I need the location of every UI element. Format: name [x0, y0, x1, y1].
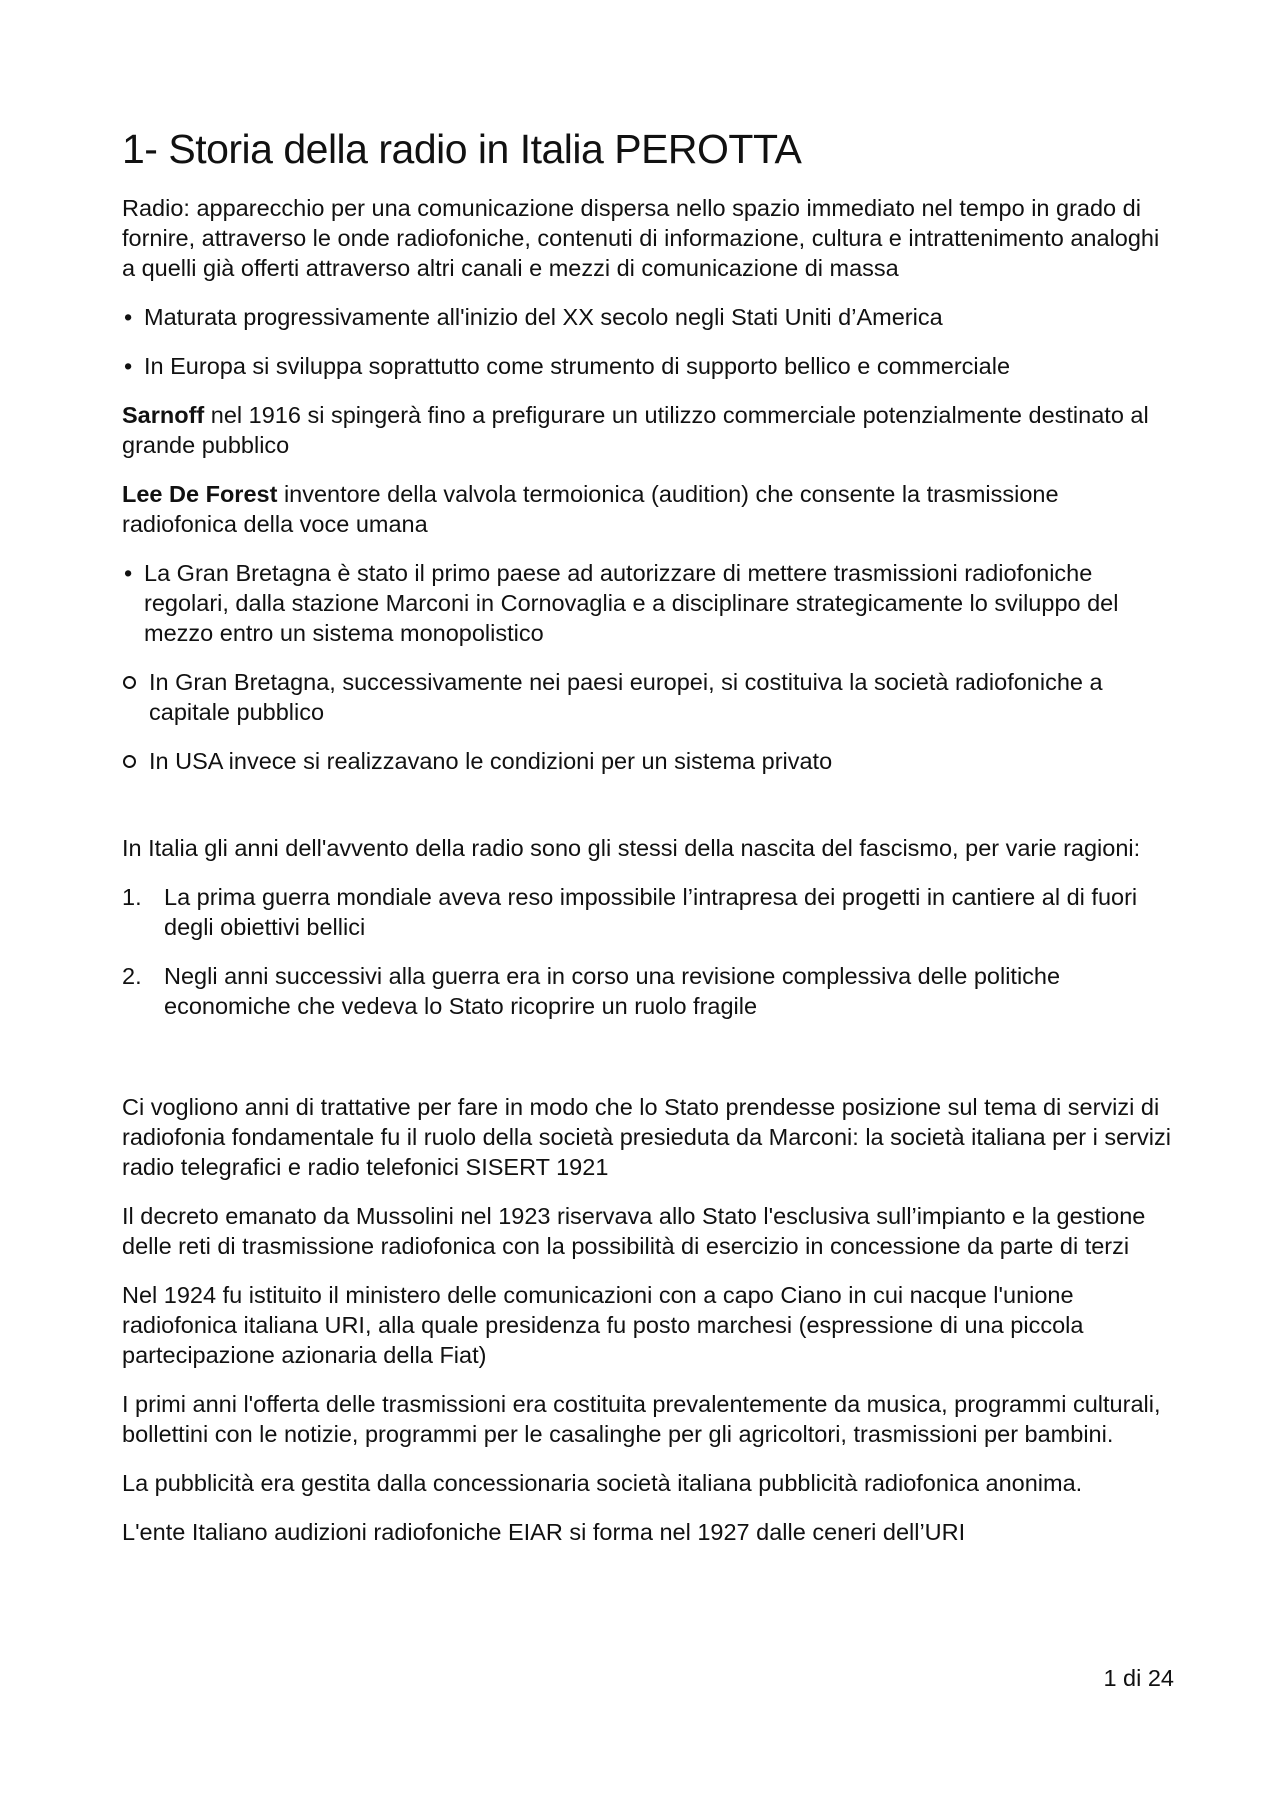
list-item: 2. Negli anni successivi alla guerra era in corso una revisione complessiva delle politiche economiche che vedeva lo Stato ricoprire un ruolo fragile: [122, 963, 1061, 1020]
spacer: [122, 795, 1174, 833]
bullet-list-gb: [122, 558, 1174, 648]
body-paragraph: Il decreto emanato da Mussolini nel 1923 riservava allo Stato l'esclusiva sull’impianto e la gestione delle reti di trasmissione radiofonica con la possibilità di esercizio in concessione da parte di terzi: [122, 1203, 1146, 1260]
list-item: • La Gran Bretagna è stato il primo paese ad autorizzare di mettere trasmissioni radiofoniche regolari, dalla stazione Marconi in Cornovaglia e a disciplinare strategicamente lo sviluppo del mezzo entro un sistema monopolistico: [124, 560, 1119, 647]
deforest-name: Lee De Forest: [122, 481, 278, 508]
body-paragraph: La pubblicità era gestita dalla concessionaria società italiana pubblicità radiofonica anonima.: [122, 1470, 1083, 1497]
intro-paragraph: Radio: apparecchio per una comunicazione dispersa nello spazio immediato nel tempo in grado di fornire, attraverso le onde radiofoniche, contenuti di informazione, cultura e intrattenimento analoghi a quelli già offerti attraverso altri canali e mezzi di comunicazione di massa: [122, 195, 1160, 282]
list-item: • Maturata progressivamente all'inizio del XX secolo negli Stati Uniti d’America: [124, 304, 943, 331]
body-paragraph: Ci vogliono anni di trattative per fare in modo che lo Stato prendesse posizione sul tema di servizi di radiofonia fondamentale fu il ruolo della società presieduta da Marconi: la società italiana per i servizi radio telegrafici e radio telefonici SISERT 1921: [122, 1094, 1171, 1181]
body-paragraph: L'ente Italiano audizioni radiofoniche EIAR si forma nel 1927 dalle ceneri dell’URI: [122, 1519, 966, 1546]
document-page: [122, 126, 1174, 1566]
numbered-list: [122, 882, 1174, 1021]
deforest-paragraph: Lee De Forest inventore della valvola termoionica (audition) che consente la trasmissione radiofonica della voce umana: [122, 481, 1059, 538]
bullet-icon: •: [124, 560, 133, 587]
bullet-icon: •: [124, 304, 133, 331]
list-item: 1. La prima guerra mondiale aveva reso impossibile l’intrapresa dei progetti in cantiere al di fuori degli obiettivi bellici: [122, 884, 1138, 941]
circle-bullet-icon: [123, 755, 136, 768]
italia-intro: In Italia gli anni dell'avvento della radio sono gli stessi della nascita del fascismo, per varie ragioni:: [122, 835, 1141, 862]
sub-bullet-list: [122, 667, 1174, 776]
page-number: 1 di 24: [1103, 1665, 1174, 1691]
sarnoff-name: Sarnoff: [122, 402, 205, 429]
body-paragraph: I primi anni l'offerta delle trasmissioni era costituita prevalentemente da musica, programmi culturali, bollettini con le notizie, programmi per le casalinghe per gli agricoltori, trasmissioni per bambini.: [122, 1391, 1161, 1448]
sarnoff-paragraph: Sarnoff nel 1916 si spingerà fino a prefigurare un utilizzo commerciale potenzialmente destinato al grande pubblico: [122, 402, 1149, 459]
bullet-icon: •: [124, 353, 133, 380]
list-item: In Gran Bretagna, successivamente nei paesi europei, si costituiva la società radiofoniche a capitale pubblico: [122, 667, 1174, 727]
circle-bullet-icon: [123, 676, 136, 689]
list-item: • In Europa si sviluppa soprattutto come strumento di supporto bellico e commerciale: [124, 353, 1011, 380]
bullet-list: [122, 302, 1174, 381]
list-item: In USA invece si realizzavano le condizioni per un sistema privato: [122, 746, 1174, 776]
body-paragraph: Nel 1924 fu istituito il ministero delle comunicazioni con a capo Ciano in cui nacque l'unione radiofonica italiana URI, alla quale presidenza fu posto marchesi (espressione di una piccola partecipazione azionaria della Fiat): [122, 1282, 1084, 1369]
spacer: [122, 1040, 1174, 1092]
page-title: 1- Storia della radio in Italia PEROTTA: [122, 126, 802, 172]
